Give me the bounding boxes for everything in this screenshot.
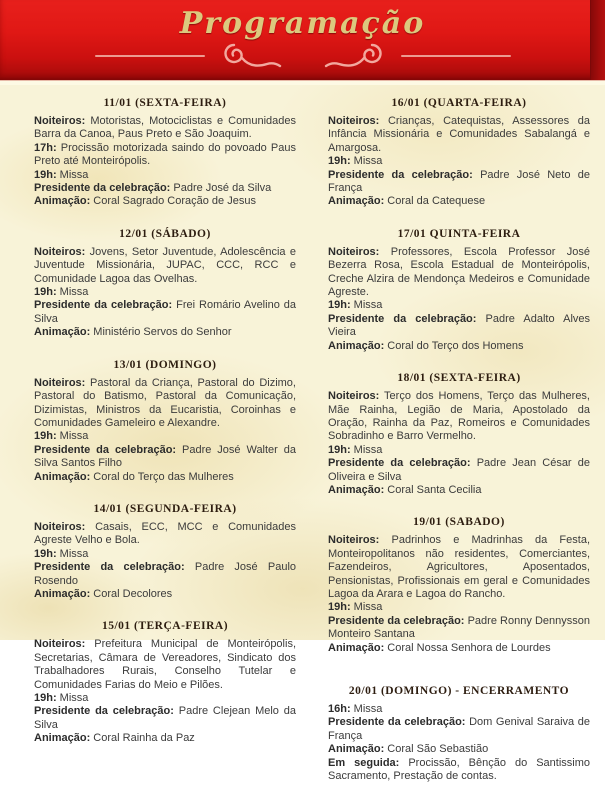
page-title: Programação: [179, 6, 426, 41]
day-header: 13/01 (DOMINGO): [113, 358, 217, 371]
day-header: 16/01 (QUARTA-FEIRA): [391, 97, 527, 109]
banner: [0, 0, 605, 80]
field-label: 17h:: [34, 141, 57, 154]
field-label: 19h:: [34, 692, 57, 704]
schedule-line: Noiteiros: Casais, ECC, MCC e Comunidades Agreste Velho e Bola.: [34, 520, 296, 547]
field-label: Presidente da celebração:: [328, 614, 465, 627]
field-label: Presidente da celebração:: [328, 168, 473, 181]
schedule-line: Presidente da celebração: Padre Jean César de Oliveira e Silva: [328, 457, 590, 483]
banner-fold: [590, 0, 605, 80]
schedule-line: Presidente da celebração: Dom Genival Saraiva de França: [328, 716, 590, 742]
day-header: 12/01 (SÁBADO): [119, 227, 211, 240]
field-label: Animação:: [34, 587, 91, 600]
schedule-line: Noiteiros: Padrinhos e Madrinhas da Festa, Monteiropolitanos não residentes, Comerciantes, Fazendeiros, Agricultores, Aposentados, Pensionistas, Profissionais em geral e Comunidades Lagoa da Arara e Lagoa do Rancho.: [328, 534, 590, 600]
day-header: 20/01 (DOMINGO) - ENCERRAMENTO: [348, 685, 570, 697]
field-label: Animação:: [328, 339, 385, 352]
schedule-line: Presidente da celebração: Padre José Neto de França: [328, 168, 590, 195]
schedule-line: 16h: Missa: [328, 703, 383, 715]
divider-line-right: [401, 55, 511, 57]
schedule-line: Animação: Coral Rainha da Paz: [34, 732, 195, 745]
schedule-line: Presidente da celebração: Padre José Paulo Rosendo: [34, 561, 297, 587]
field-label: Animação:: [34, 732, 91, 745]
day-section: [34, 359, 296, 484]
field-label: 16h:: [328, 703, 351, 715]
field-label: Animação:: [328, 195, 385, 208]
divider-line-left: [95, 55, 205, 57]
day-header: 15/01 (TERÇA-FEIRA): [101, 620, 229, 633]
field-label: Animação:: [328, 483, 385, 496]
field-label: Noiteiros:: [34, 520, 86, 533]
day-section: [34, 228, 296, 340]
swirl-ornament-icon: [213, 41, 393, 71]
flourish: [0, 41, 605, 71]
day-header: 14/01 (SEGUNDA-FEIRA): [93, 502, 237, 515]
schedule-line: Presidente da celebração: Padre José Walter da Silva Santos Filho: [34, 443, 297, 470]
schedule-line: 19h: Missa: [328, 601, 383, 614]
field-label: Presidente da celebração:: [328, 716, 466, 729]
field-label: Presidente da celebração:: [34, 561, 185, 574]
day-header: 19/01 (SABADO): [413, 516, 505, 529]
left-column: [34, 97, 296, 802]
schedule-line: Em seguida: Procissão, Bênção do Santissimo Sacramento, Prestação de contas.: [328, 756, 590, 783]
day-section: [34, 503, 296, 601]
schedule-line: Animação: Coral do Terço das Mulheres: [34, 470, 234, 483]
schedule-line: Animação: Coral Santa Cecilia: [328, 483, 482, 496]
field-label: Noiteiros:: [34, 115, 86, 127]
schedule-line: Noiteiros: Jovens, Setor Juventude, Adolescência e Juventude Missionária, JUPAC, CCC, RCC e Comunidade Lagoa das Ovelhas.: [34, 245, 296, 285]
field-label: Animação:: [328, 743, 385, 756]
program-content: [0, 85, 605, 802]
field-label: 19h:: [34, 547, 57, 560]
field-label: Noiteiros:: [328, 115, 380, 127]
schedule-line: Animação: Coral Nossa Senhora de Lourdes: [328, 641, 551, 654]
field-label: Presidente da celebração:: [34, 443, 177, 456]
schedule-line: 19h: Missa: [34, 168, 89, 181]
schedule-line: 17h: Procissão motorizada saindo do povoado Paus Preto até Monteirópolis.: [34, 141, 296, 168]
field-label: 19h:: [328, 601, 351, 614]
schedule-line: Presidente da celebração: Padre José da Silva: [34, 182, 272, 195]
day-header: 11/01 (SEXTA-FEIRA): [103, 97, 227, 109]
schedule-line: Presidente da celebração: Padre Clejean Melo da Silva: [34, 705, 296, 731]
field-label: Presidente da celebração:: [328, 457, 471, 470]
schedule-line: 19h: Missa: [34, 286, 89, 299]
field-label: Noiteiros:: [328, 390, 380, 403]
day-section: [328, 97, 590, 209]
schedule-line: Noiteiros: Prefeitura Municipal de Monteirópolis, Secretarias, Câmara de Vereadores, Sindicato dos Trabalhadores Rurais, Conselho Tutelar e Comunidades Farias do Meio e Pilões.: [34, 638, 296, 691]
schedule-line: 19h: Missa: [34, 547, 89, 560]
field-label: Noiteiros:: [34, 245, 86, 258]
field-label: Presidente da celebração:: [34, 182, 171, 195]
schedule-line: 19h: Missa: [328, 299, 383, 312]
schedule-line: Animação: Coral da Catequese: [328, 195, 486, 208]
schedule-line: Noiteiros: Pastoral da Criança, Pastoral do Dizimo, Pastoral do Batismo, Pastoral da Comunicação, Dizimistas, Ministros da Eucaristia, Coroinhas e Comunidades Gameleiro e Alexandre.: [34, 376, 296, 429]
field-label: 19h:: [34, 168, 57, 181]
day-section: [328, 372, 590, 497]
schedule-line: 19h: Missa: [34, 692, 89, 704]
field-label: Animação:: [34, 326, 91, 339]
field-label: 19h:: [328, 155, 351, 168]
day-section: [34, 620, 296, 745]
day-section: [328, 228, 590, 353]
field-label: 19h:: [34, 430, 57, 443]
day-section: [328, 685, 590, 783]
schedule-line: Noiteiros: Crianças, Catequistas, Assessores da Infância Missionária e Comunidades Sabalangá e Amargosa.: [328, 115, 590, 154]
schedule-line: Presidente da celebração: Frei Romário Avelino da Silva: [34, 299, 297, 325]
schedule-line: Presidente da celebração: Padre Adalto Alves Vieira: [328, 312, 590, 339]
day-section: [328, 516, 590, 655]
day-header: 17/01 QUINTA-FEIRA: [397, 227, 521, 240]
day-header: 18/01 (SEXTA-FEIRA): [397, 372, 521, 385]
schedule-line: 19h: Missa: [328, 443, 383, 456]
field-label: Animação:: [34, 195, 91, 208]
field-label: Presidente da celebração:: [328, 312, 477, 325]
schedule-line: Animação: Ministério Servos do Senhor: [34, 326, 232, 339]
schedule-line: 19h: Missa: [328, 155, 383, 168]
schedule-line: Presidente da celebração: Padre Ronny Dennysson Monteiro Santana: [328, 614, 590, 641]
schedule-line: Noiteiros: Motoristas, Motociclistas e Comunidades Barra da Canoa, Paus Preto e São Joaquim.: [34, 115, 296, 141]
schedule-line: Noiteiros: Terço dos Homens, Terço das Mulheres, Mãe Rainha, Legião de Maria, Apostolado da Oração, Rainha da Paz, Romeiros e Comunidades Sobradinho e Barro Vermelho.: [328, 390, 590, 443]
field-label: Em seguida:: [328, 756, 400, 769]
right-column: [328, 97, 590, 802]
field-label: 19h:: [328, 443, 351, 456]
field-label: Noiteiros:: [34, 376, 86, 389]
field-label: 19h:: [34, 286, 57, 299]
schedule-line: Noiteiros: Professores, Escola Professor José Bezerra Rosa, Escola Estadual de Monteirópolis, Creche Alzira de Mendonça Medeiros e Comunidade Agreste.: [328, 245, 590, 299]
schedule-line: Animação: Coral Decolores: [34, 587, 173, 600]
field-label: Animação:: [34, 470, 91, 483]
field-label: Noiteiros:: [328, 534, 380, 547]
field-label: Presidente da celebração:: [34, 299, 173, 312]
schedule-line: Animação: Coral São Sebastião: [328, 743, 489, 756]
field-label: Presidente da celebração:: [34, 705, 174, 718]
schedule-line: Animação: Coral do Terço dos Homens: [328, 339, 524, 352]
schedule-line: 19h: Missa: [34, 430, 89, 443]
field-label: Animação:: [328, 641, 385, 654]
day-section: [34, 97, 296, 209]
schedule-line: Animação: Coral Sagrado Coração de Jesus: [34, 195, 256, 208]
field-label: 19h:: [328, 299, 351, 312]
field-label: Noiteiros:: [34, 638, 86, 651]
field-label: Noiteiros:: [328, 245, 380, 258]
